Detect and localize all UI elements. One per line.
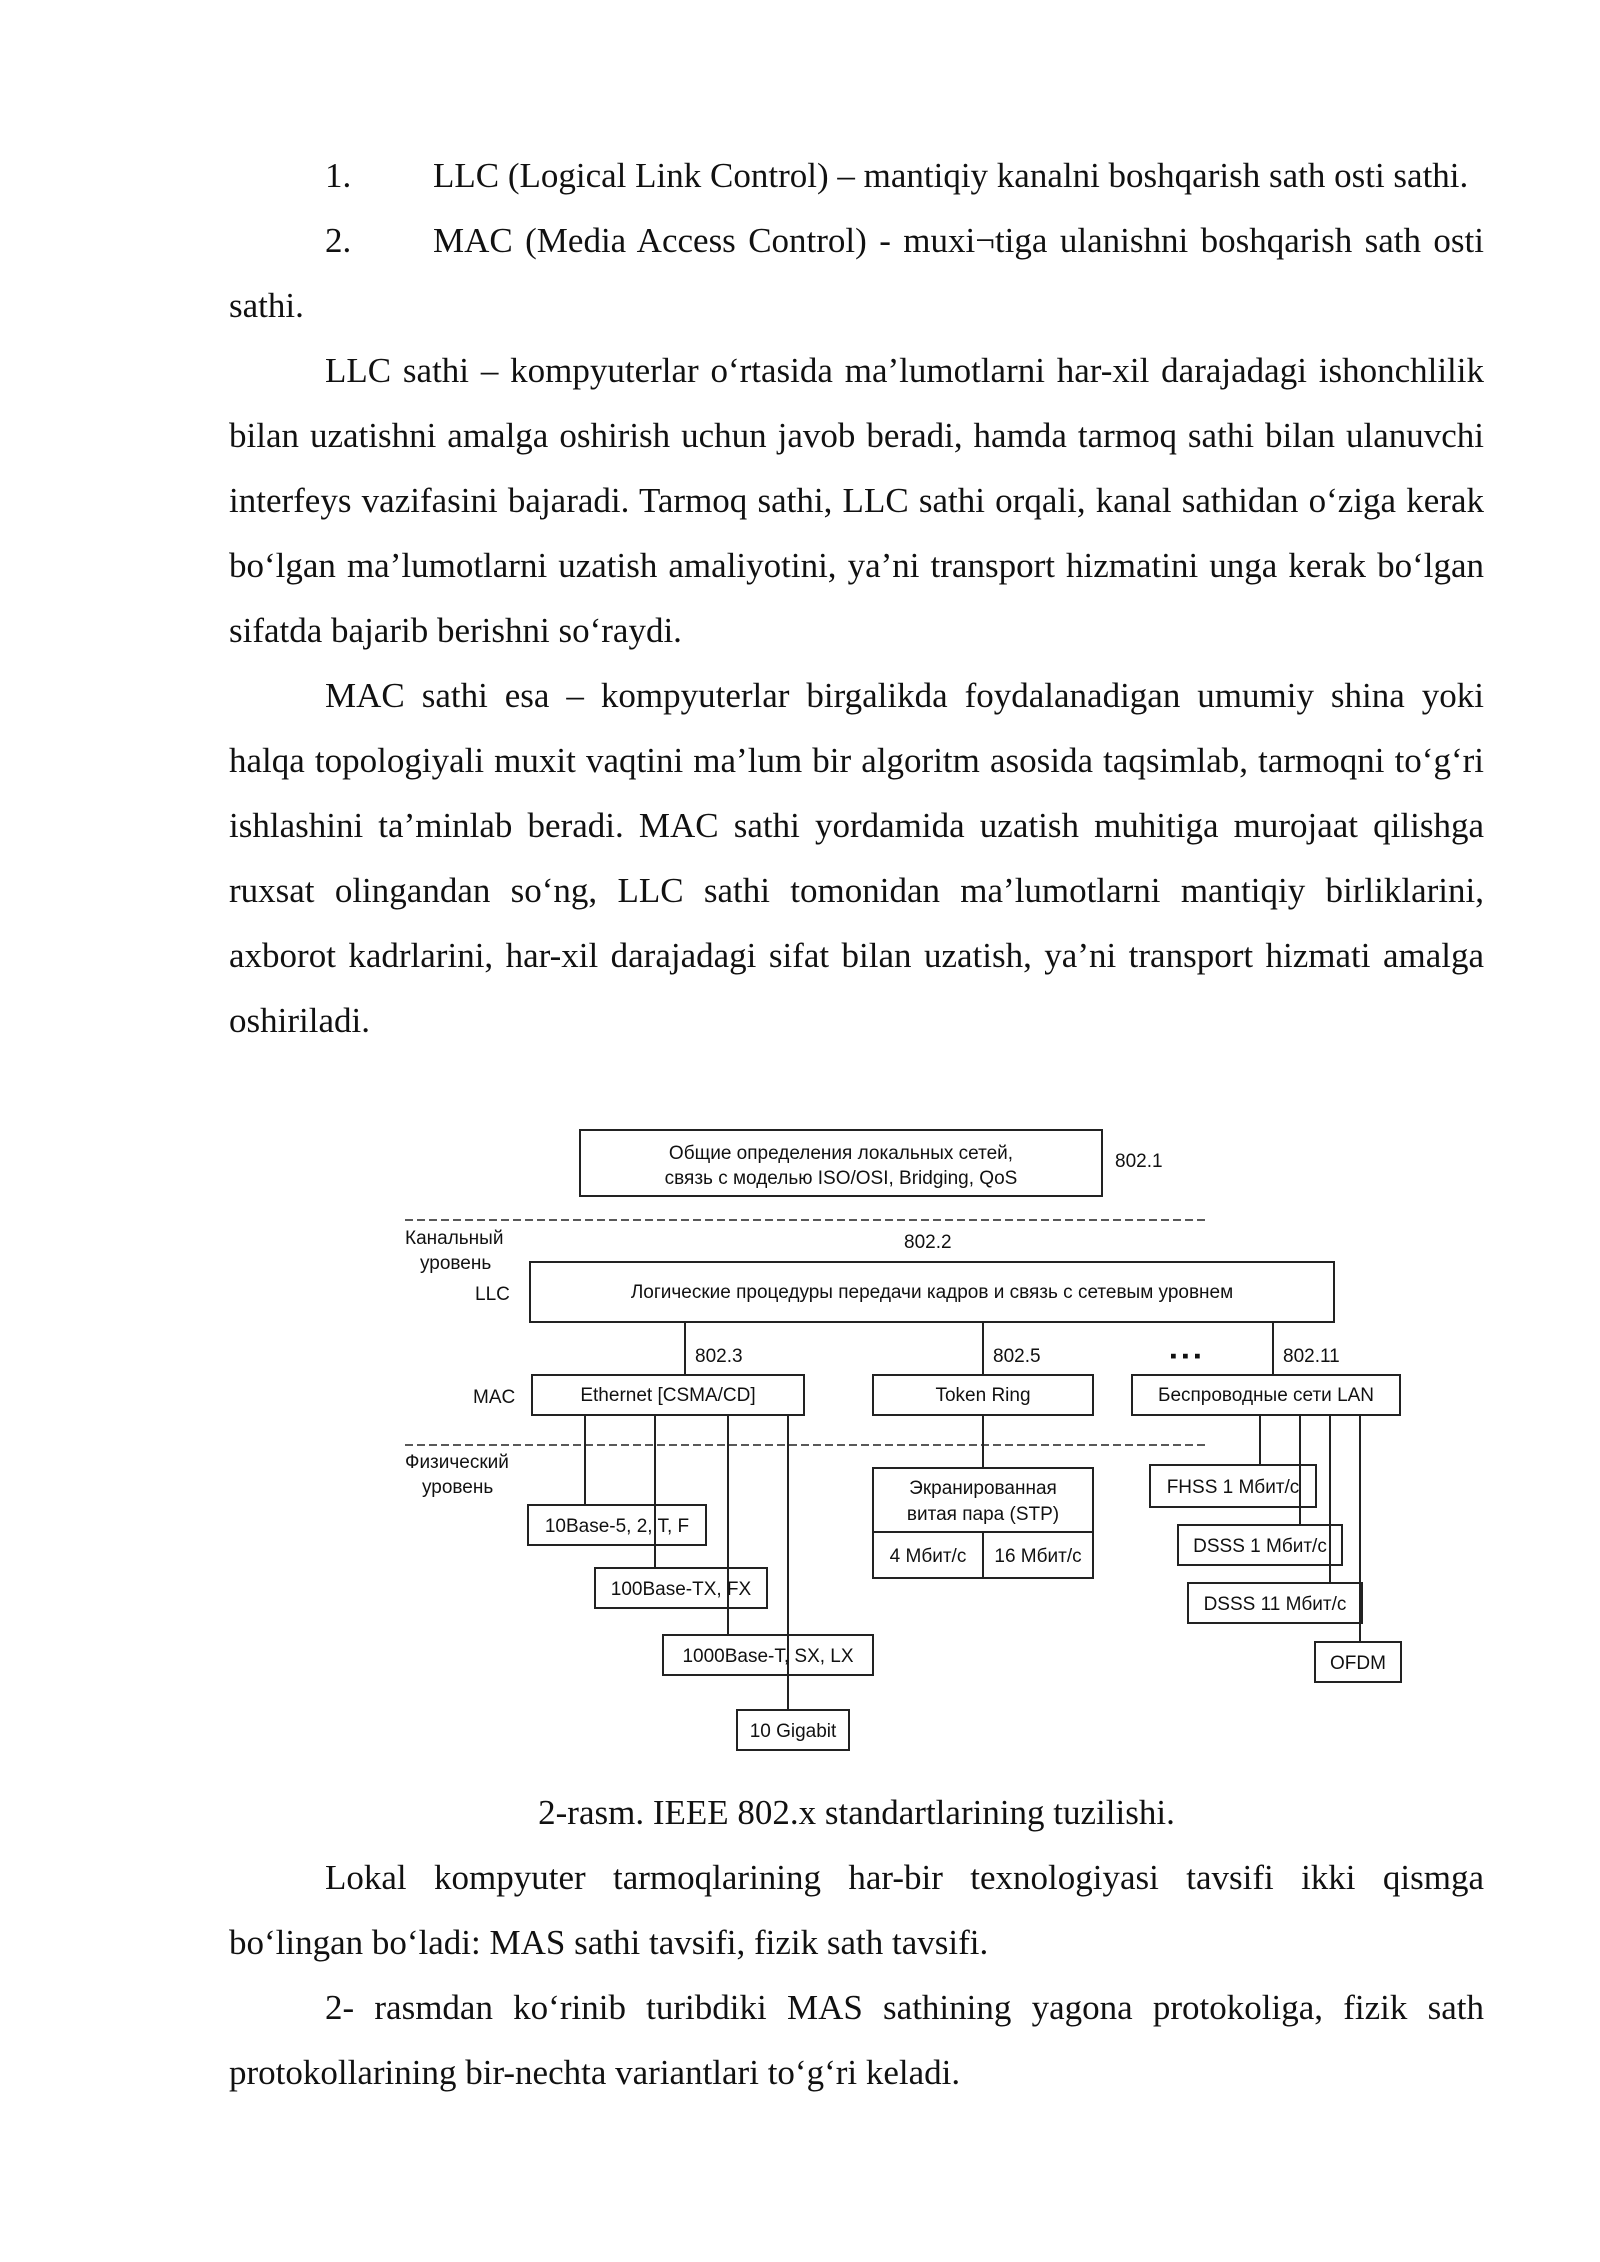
llc-box-text: Логические процедуры передачи кадров и связь с сетевым уровнем: [630, 1282, 1234, 1303]
diagram-svg: [380, 1120, 1420, 1770]
eth-phys-10base: 10Base-5, 2, T, F: [544, 1516, 690, 1537]
std-802-1: 802.1: [1115, 1151, 1163, 1172]
eth-phys-10gigabit: 10 Gigabit: [749, 1721, 837, 1742]
std-802-5: 802.5: [993, 1346, 1041, 1367]
layer-channel-line2: уровень: [420, 1253, 492, 1274]
ellipsis-more-standards: ▪ ▪ ▪: [1170, 1346, 1201, 1367]
layer-physical-line1: Физический: [405, 1452, 509, 1473]
list-text: MAC (Media Access Control) - muxi¬tiga ulanishni boshqarish sath osti sathi.: [229, 221, 1484, 325]
token-ring-text: Token Ring: [935, 1385, 1031, 1406]
paragraph-llc: LLC sathi – kompyuterlar o‘rtasida ma’lumotlarni har-xil darajadagi ishonchlilik bilan uzatishni amalga oshirish uchun javob beradi, hamda tarmoq sathi bilan ulanuvchi interfeys vazifasini bajaradi. Tarmoq sathi, LLC sathi orqali, kanal sathidan o‘ziga kerak bo‘lgan ma’lumotlarni uzatish amaliyotini, ya’ni transport hizmatini unga kerak bo‘lgan sifatda bajarib berishni so‘raydi.: [229, 351, 1484, 650]
body-text-bottom: [229, 1845, 1484, 2105]
mac-label: MAC: [473, 1387, 516, 1408]
layer-physical-line2: уровень: [422, 1477, 494, 1498]
stp-16mbit: 16 Мбит/с: [994, 1546, 1082, 1567]
wifi-fhss: FHSS 1 Мбит/с: [1166, 1477, 1300, 1498]
paragraph-technology: Lokal kompyuter tarmoqlarining har-bir texnologiyasi tavsifi ikki qismga bo‘lingan bo‘ladi: MAS sathi tavsifi, fizik sath tavsifi.: [229, 1858, 1484, 1962]
list-number: 1.: [325, 156, 352, 195]
top-box-line1: Общие определения локальных сетей,: [668, 1143, 1014, 1164]
eth-phys-100base: 100Base-TX, FX: [610, 1579, 752, 1600]
paragraph-mac: MAC sathi esa – kompyuterlar birgalikda foydalanadigan umumiy shina yoki halqa topologiyali muxit vaqtini ma’lum bir algoritm asosida taqsimlab, tarmoqni to‘g‘ri ishlashini ta’minlab beradi. MAC sathi yordamida uzatish muhitiga murojaat qilishga ruxsat olingandan so‘ng, LLC sathi tomonidan ma’lumotlarni mantiqiy birliklarini, axborot kadrlarini, har-xil darajadagi sifat bilan uzatish, ya’ni transport hizmati amalga oshiriladi.: [229, 676, 1484, 1040]
llc-label: LLC: [475, 1284, 510, 1305]
std-802-3: 802.3: [695, 1346, 743, 1367]
top-box-line2: связь с моделью ISO/OSI, Bridging, QoS: [664, 1168, 1018, 1189]
stp-line2: витая пара (STP): [906, 1504, 1060, 1525]
stp-4mbit: 4 Мбит/с: [889, 1546, 967, 1567]
wifi-dsss1: DSSS 1 Мбит/с: [1193, 1536, 1327, 1557]
layer-channel-line1: Канальный: [405, 1228, 504, 1249]
ethernet-text: Ethernet [CSMA/CD]: [580, 1385, 756, 1406]
std-802-2: 802.2: [904, 1232, 952, 1253]
wireless-text: Беспроводные сети LAN: [1157, 1385, 1375, 1406]
list-item-1: [229, 143, 1484, 208]
list-text: LLC (Logical Link Control) – mantiqiy kanalni boshqarish sath osti sathi.: [433, 156, 1469, 195]
body-text-top: [229, 143, 1484, 1053]
eth-phys-1000base: 1000Base-T, SX, LX: [682, 1646, 854, 1667]
wifi-ofdm: OFDM: [1330, 1653, 1386, 1674]
figure-caption: 2-rasm. IEEE 802.x standartlarining tuzilishi.: [538, 1793, 1175, 1832]
list-item-2: [229, 208, 1484, 338]
ieee-802-diagram: [380, 1120, 1420, 1770]
paragraph-figure-ref: 2- rasmdan ko‘rinib turibdiki MAS sathining yagona protokoliga, fizik sath protokollarining bir-nechta variantlari to‘g‘ri keladi.: [229, 1988, 1484, 2092]
std-802-11: 802.11: [1283, 1346, 1340, 1367]
list-number: 2.: [325, 221, 352, 260]
wifi-dsss11: DSSS 11 Мбит/с: [1203, 1594, 1347, 1615]
stp-line1: Экранированная: [909, 1478, 1057, 1499]
